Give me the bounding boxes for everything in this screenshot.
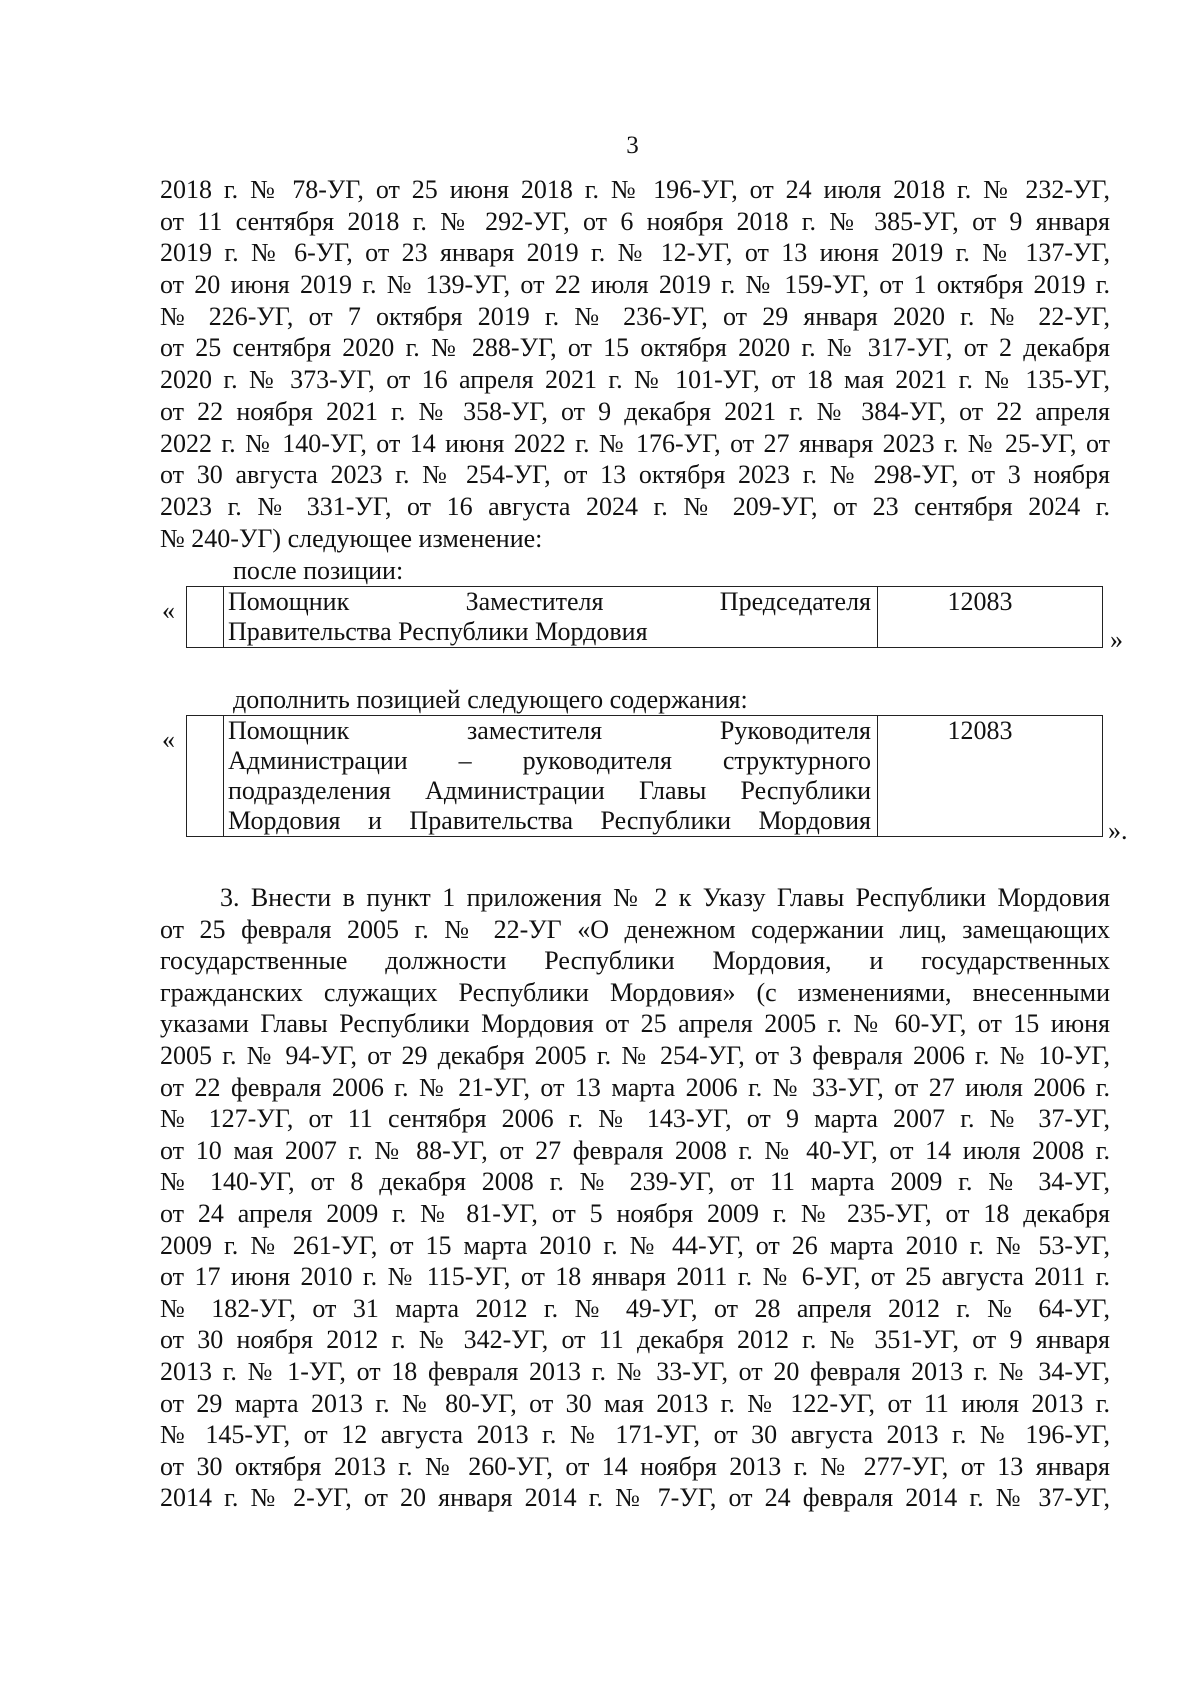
text-line: от 25 сентября 2020 г. № 288-УГ, от 15 октября 2020 г. № 317-УГ, от 2 декабря (160, 333, 1110, 363)
text-line: 2019 г. № 6-УГ, от 23 января 2019 г. № 12-УГ, от 13 июня 2019 г. № 137-УГ, (160, 238, 1110, 268)
cell-text-line: Помощник Заместителя Председателя (228, 587, 871, 616)
text-line: № 127-УГ, от 11 сентября 2006 г. № 143-УГ, от 9 марта 2007 г. № 37-УГ, (160, 1104, 1110, 1134)
cell-text-line: подразделения Администрации Главы Республики (228, 776, 871, 805)
text-line: 2018 г. № 78-УГ, от 25 июня 2018 г. № 196-УГ, от 24 июля 2018 г. № 232-УГ, (160, 175, 1110, 204)
position-table-existing (186, 586, 1103, 648)
text-line: 2009 г. № 261-УГ, от 15 марта 2010 г. № 44-УГ, от 26 марта 2010 г. № 53-УГ, (160, 1230, 1110, 1260)
table-cell-empty (187, 716, 224, 837)
text-line: 2020 г. № 373-УГ, от 16 апреля 2021 г. № 101-УГ, от 18 мая 2021 г. № 135-УГ, (160, 365, 1110, 395)
text-line: от 22 ноября 2021 г. № 358-УГ, от 9 декабря 2021 г. № 384-УГ, от 22 апреля (160, 396, 1110, 426)
table-cell-code (878, 716, 1103, 837)
text-line: 2013 г. № 1-УГ, от 18 февраля 2013 г. № 33-УГ, от 20 февраля 2013 г. № 34-УГ, (160, 1356, 1110, 1386)
table-row (187, 587, 1103, 648)
table1-close-quote: » (1110, 625, 1123, 654)
cell-text-line: Администрации – руководителя структурного (228, 746, 871, 775)
table1-open-quote: « (162, 596, 175, 625)
text-line: № 145-УГ, от 12 августа 2013 г. № 171-УГ, от 30 августа 2013 г. № 196-УГ, (160, 1420, 1110, 1450)
text-line: от 17 июня 2010 г. № 115-УГ, от 18 января 2011 г. № 6-УГ, от 25 августа 2011 г. (160, 1262, 1110, 1292)
add-position-label: дополнить позицией следующего содержания: (233, 685, 748, 714)
table-cell-code (878, 587, 1103, 648)
text-line: от 30 октября 2013 г. № 260-УГ, от 14 ноября 2013 г. № 277-УГ, от 13 января (160, 1451, 1110, 1481)
text-line: от 20 июня 2019 г. № 139-УГ, от 22 июля 2019 г. № 159-УГ, от 1 октября 2019 г. (160, 270, 1110, 300)
text-line: от 29 марта 2013 г. № 80-УГ, от 30 мая 2013 г. № 122-УГ, от 11 июля 2013 г. (160, 1388, 1110, 1418)
text-line: от 30 августа 2023 г. № 254-УГ, от 13 октября 2023 г. № 298-УГ, от 3 ноября (160, 460, 1110, 490)
paragraph-item-3 (160, 882, 1110, 1514)
text-line: № 140-УГ, от 8 декабря 2008 г. № 239-УГ, от 11 марта 2009 г. № 34-УГ, (160, 1167, 1110, 1197)
cell-text-line: Помощник заместителя Руководителя (228, 716, 871, 745)
position-table-new (186, 715, 1103, 837)
text-line: от 10 мая 2007 г. № 88-УГ, от 27 февраля 2008 г. № 40-УГ, от 14 июля 2008 г. (160, 1135, 1110, 1165)
cell-text-line: Мордовия и Правительства Республики Мордовия (228, 806, 871, 835)
text-line: 2023 г. № 331-УГ, от 16 августа 2024 г. № 209-УГ, от 23 сентября 2024 г. (160, 491, 1110, 521)
paragraph-continuation (160, 174, 1110, 554)
text-line: 3. Внести в пункт 1 приложения № 2 к Указу Главы Республики Мордовия (220, 883, 1110, 912)
text-line: от 24 апреля 2009 г. № 81-УГ, от 5 ноября 2009 г. № 235-УГ, от 18 декабря (160, 1198, 1110, 1228)
text-line: гражданских служащих Республики Мордовия» (с изменениями, внесенными (160, 977, 1110, 1007)
table2-open-quote: « (162, 725, 175, 754)
position-code: 12083 (947, 716, 1013, 745)
text-line: 2005 г. № 94-УГ, от 29 декабря 2005 г. № 254-УГ, от 3 февраля 2006 г. № 10-УГ, (160, 1040, 1110, 1070)
table2-close-quote: ». (1108, 816, 1128, 845)
text-line: 2022 г. № 140-УГ, от 14 июня 2022 г. № 176-УГ, от 27 января 2023 г. № 25-УГ, от (160, 428, 1110, 458)
text-line: 2014 г. № 2-УГ, от 20 января 2014 г. № 7-УГ, от 24 февраля 2014 г. № 37-УГ, (160, 1483, 1110, 1513)
cell-text-line: Правительства Республики Мордовия (228, 617, 648, 646)
table-cell-position-name (224, 716, 878, 837)
page-number: 3 (626, 132, 639, 159)
text-line: № 226-УГ, от 7 октября 2019 г. № 236-УГ, от 29 января 2020 г. № 22-УГ, (160, 301, 1110, 331)
text-line: № 240-УГ) следующее изменение: (160, 523, 543, 553)
text-line: от 11 сентября 2018 г. № 292-УГ, от 6 ноября 2018 г. № 385-УГ, от 9 января (160, 206, 1110, 236)
position-code: 12083 (947, 587, 1013, 616)
text-line: государственные должности Республики Мордовия, и государственных (160, 946, 1110, 976)
text-line: № 182-УГ, от 31 марта 2012 г. № 49-УГ, от 28 апреля 2012 г. № 64-УГ, (160, 1293, 1110, 1323)
text-line: от 30 ноября 2012 г. № 342-УГ, от 11 декабря 2012 г. № 351-УГ, от 9 января (160, 1325, 1110, 1355)
text-line: указами Главы Республики Мордовия от 25 апреля 2005 г. № 60-УГ, от 15 июня (160, 1009, 1110, 1039)
text-line: от 25 февраля 2005 г. № 22-УГ «О денежном содержании лиц, замещающих (160, 914, 1110, 944)
after-position-label: после позиции: (233, 556, 404, 585)
table-cell-empty (187, 587, 224, 648)
table-row (187, 716, 1103, 837)
table-cell-position-name (224, 587, 878, 648)
text-line: от 22 февраля 2006 г. № 21-УГ, от 13 марта 2006 г. № 33-УГ, от 27 июля 2006 г. (160, 1072, 1110, 1102)
